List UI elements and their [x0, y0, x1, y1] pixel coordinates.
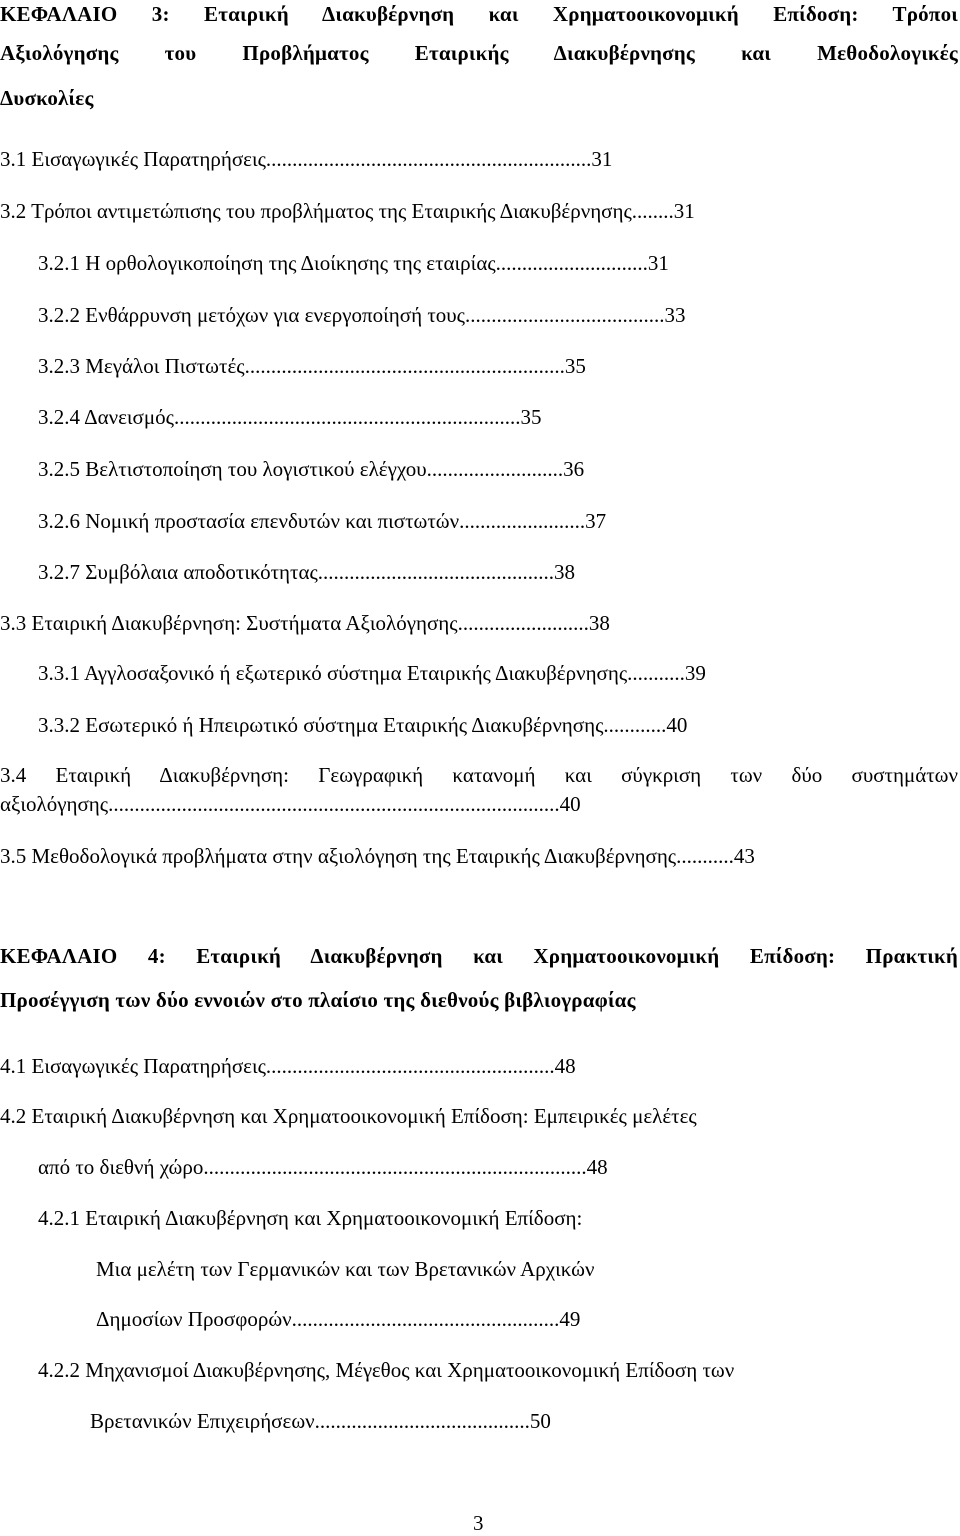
toc-entry-3-5[interactable]: 3.5 Μεθοδολογικά προβλήματα στην αξιολόγηση της Εταιρικής Διακυβέρνησης...........43: [0, 844, 755, 868]
toc-entry-3-2-5[interactable]: 3.2.5 Βελτιστοποίηση του λογιστικού ελέγχου..........................36: [38, 457, 585, 481]
toc-entry-4-2-2-line1[interactable]: 4.2.2 Μηχανισμοί Διακυβέρνησης, Μέγεθος και Χρηματοοικονομική Επίδοση των: [38, 1358, 735, 1382]
toc-entry-3-3-2[interactable]: 3.3.2 Εσωτερικό ή Ηπειρωτικό σύστημα Εταιρικής Διακυβέρνησης............40: [38, 713, 688, 737]
chapter3-title-line2: Αξιολόγησης του Προβλήματος Εταιρικής Διακυβέρνησης και Μεθοδολογικές: [0, 41, 958, 65]
toc-entry-4-2-1-line2[interactable]: Μια μελέτη των Γερμανικών και των Βρετανικών Αρχικών: [96, 1257, 595, 1281]
toc-entry-4-2-1-line3[interactable]: Δημοσίων Προσφορών...................................................49: [96, 1307, 581, 1331]
toc-entry-3-3-1[interactable]: 3.3.1 Αγγλοσαξονικό ή εξωτερικό σύστημα Εταιρικής Διακυβέρνησης...........39: [38, 661, 706, 685]
toc-entry-3-2-2[interactable]: 3.2.2 Ενθάρρυνση μετόχων για ενεργοποίησή τους......................................33: [38, 303, 686, 327]
toc-entry-3-2-3[interactable]: 3.2.3 Μεγάλοι Πιστωτές.............................................................35: [38, 354, 586, 378]
toc-entry-4-2-1-line1[interactable]: 4.2.1 Εταιρική Διακυβέρνηση και Χρηματοοικονομική Επίδοση:: [38, 1206, 583, 1230]
toc-entry-4-1[interactable]: 4.1 Εισαγωγικές Παρατηρήσεις.......................................................48: [0, 1054, 576, 1078]
chapter4-title-line1: ΚΕΦΑΛΑΙΟ 4: Εταιρική Διακυβέρνηση και Χρηματοοικονομική Επίδοση: Πρακτική: [0, 944, 958, 968]
toc-entry-3-2-7[interactable]: 3.2.7 Συμβόλαια αποδοτικότητας.............................................38: [38, 560, 576, 584]
toc-entry-3-2-1[interactable]: 3.2.1 Η ορθολογικοποίηση της Διοίκησης της εταιρίας.............................31: [38, 251, 669, 275]
chapter4-title-line2: Προσέγγιση των δύο εννοιών στο πλαίσιο της διεθνούς βιβλιογραφίας: [0, 988, 636, 1012]
chapter3-title-line3: Δυσκολίες: [0, 86, 94, 110]
toc-entry-3-2-6[interactable]: 3.2.6 Νομική προστασία επενδυτών και πιστωτών........................37: [38, 509, 607, 533]
toc-entry-3-3[interactable]: 3.3 Εταιρική Διακυβέρνηση: Συστήματα Αξιολόγησης.........................38: [0, 611, 610, 635]
toc-entry-4-2-2-line2[interactable]: Βρετανικών Επιχειρήσεων.........................................50: [90, 1409, 551, 1433]
toc-entry-3-1[interactable]: 3.1 Εισαγωγικές Παρατηρήσεις..............................................................31: [0, 147, 613, 171]
chapter3-title-line1: ΚΕΦΑΛΑΙΟ 3: Εταιρική Διακυβέρνηση και Χρηματοοικονομική Επίδοση: Τρόποι: [0, 2, 958, 26]
toc-entry-4-2-line2[interactable]: από το διεθνή χώρο.........................................................................48: [38, 1155, 608, 1179]
toc-entry-3-2[interactable]: 3.2 Τρόποι αντιμετώπισης του προβλήματος της Εταιρικής Διακυβέρνησης........31: [0, 199, 695, 223]
page-number: 3: [473, 1511, 484, 1535]
toc-entry-3-2-4[interactable]: 3.2.4 Δανεισμός..................................................................35: [38, 405, 542, 429]
toc-entry-3-4-line2[interactable]: αξιολόγησης......................................................................................40: [0, 792, 581, 816]
toc-entry-3-4-line1[interactable]: 3.4 Εταιρική Διακυβέρνηση: Γεωγραφική κατανομή και σύγκριση των δύο συστημάτων: [0, 763, 958, 787]
toc-entry-4-2-line1[interactable]: 4.2 Εταιρική Διακυβέρνηση και Χρηματοοικονομική Επίδοση: Εμπειρικές μελέτες: [0, 1104, 697, 1128]
